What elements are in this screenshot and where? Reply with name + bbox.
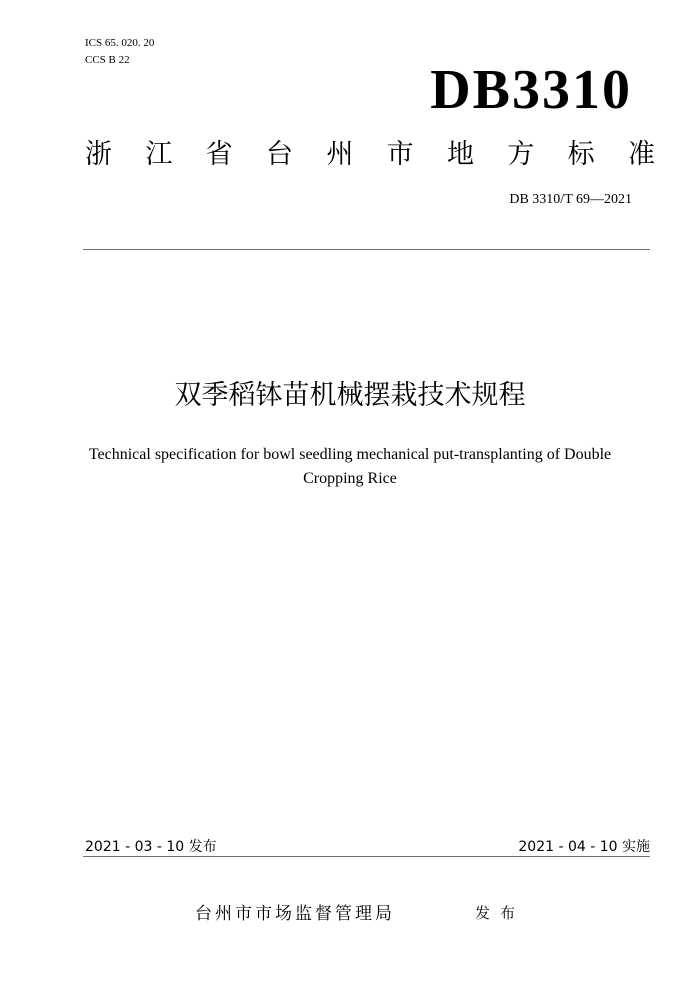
chinese-title: 双季稻钵苗机械摆栽技术规程: [174, 380, 526, 411]
header-divider: [83, 249, 650, 250]
publisher-name: 台州市市场监督管理局: [195, 904, 395, 924]
footer-divider: [83, 856, 650, 857]
english-title: [70, 443, 630, 491]
standard-type-char: 准: [627, 139, 655, 170]
english-title-line: Cropping Rice: [303, 470, 397, 487]
standard-type-char: 地: [446, 139, 474, 170]
implementation-date: 2021 - 04 - 10 实施: [518, 839, 650, 855]
issue-date: 2021 - 03 - 10 发布: [85, 839, 217, 855]
standard-type-char: 州: [326, 139, 354, 170]
standard-type-char: 浙: [85, 139, 112, 170]
ics-code: ICS 65. 020. 20: [85, 37, 155, 49]
standard-type-char: 台: [265, 139, 293, 170]
standard-type-char: 方: [507, 139, 535, 170]
standard-number: DB 3310/T 69—2021: [509, 192, 632, 207]
standard-type-char: 市: [386, 139, 414, 170]
standard-type-char: 江: [145, 139, 173, 170]
db-code-logo: DB3310: [430, 59, 632, 121]
standard-type-title: [85, 138, 655, 172]
ccs-code: CCS B 22: [85, 54, 130, 66]
publish-label: 发布: [475, 904, 526, 922]
english-title-line: Technical specification for bowl seedling mechanical put-transplanting of Double: [88, 446, 612, 463]
standard-type-char: 省: [205, 139, 233, 170]
standard-type-char: 标: [567, 139, 595, 170]
